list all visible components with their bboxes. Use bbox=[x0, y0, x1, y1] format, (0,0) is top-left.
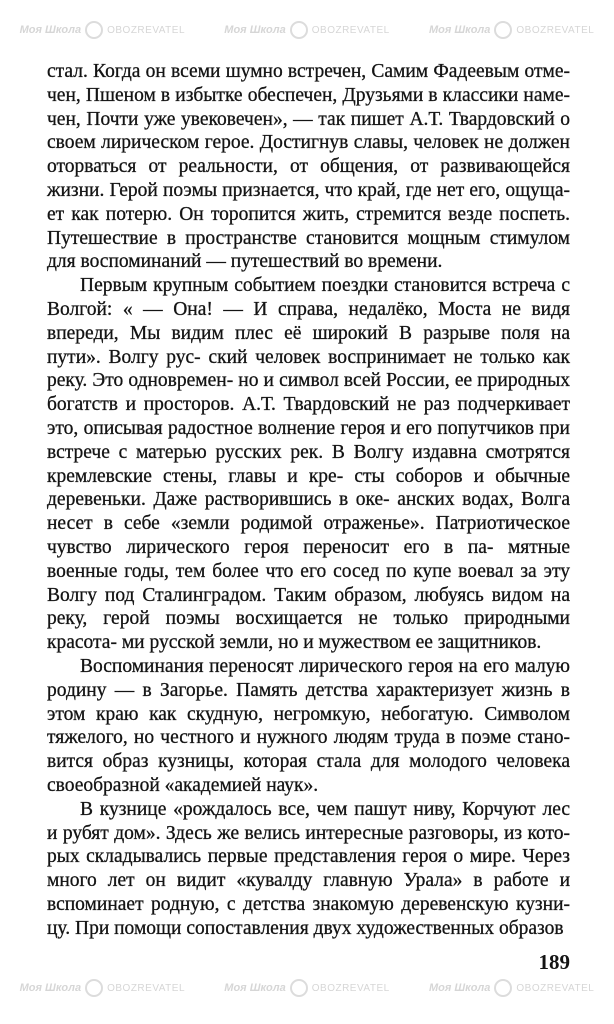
paragraph bbox=[47, 274, 570, 655]
paragraph bbox=[47, 60, 570, 274]
watermark bbox=[224, 21, 389, 39]
text-line: для воспоминаний — путешествий во времени. bbox=[47, 251, 443, 273]
text-line: своеобразной «академией наук». bbox=[47, 774, 319, 796]
watermark bbox=[429, 979, 594, 997]
watermark-brand: OBOZREVATEL bbox=[107, 983, 186, 995]
text-line: оторваться от реальности, от общения, от развивающейся bbox=[47, 156, 570, 178]
watermark-brand: OBOZREVATEL bbox=[516, 24, 595, 36]
page-body-text bbox=[47, 60, 570, 940]
paragraph bbox=[47, 655, 570, 798]
text-line: В кузнице «рождалось все, чем пашут ниву, Корчуют лес и bbox=[47, 798, 570, 844]
text-line: сты соборов и обычные деревеньки. Даже растворившись в оке- bbox=[47, 465, 571, 511]
watermark-logo-icon bbox=[494, 21, 512, 39]
text-line: тяжелого, но честного и нужного людям труда в поэме стано- bbox=[47, 727, 570, 749]
text-line: чен, Пшеном в избытке обеспечен, Друзьями в классики наме- bbox=[47, 84, 570, 106]
text-line: вится образ кузницы, которая стала для молодого человека bbox=[47, 751, 570, 773]
text-line: Первым крупным событием поездки становится встреча с bbox=[80, 275, 570, 297]
text-line: ский человек воспринимает не только как реку. Это одновремен- bbox=[47, 346, 570, 392]
text-line: рых складывались первые представления героя о мире. Через bbox=[47, 846, 570, 868]
watermark-logo-icon bbox=[290, 979, 308, 997]
text-line: чен, Почти уже увековечен», — так пишет А.Т. Твардовский о bbox=[47, 108, 570, 130]
text-line: цу. При помощи сопоставления двух художественных образов bbox=[47, 917, 564, 939]
text-line: Мы видим плес её широкий В разрыве поля на пути». Волгу рус- bbox=[47, 322, 571, 368]
watermark-brand: Моя Школа bbox=[428, 23, 491, 36]
text-line: Волгой: « — Она! — И справа, недалёко, Моста не видя впереди, bbox=[47, 298, 570, 344]
paragraph bbox=[47, 798, 570, 941]
text-line: анских водах, Волга несет в себе «земли родимой отраженье». bbox=[47, 489, 571, 535]
watermark-logo-icon bbox=[494, 979, 512, 997]
text-line: много лет он видит «кувалду главную Урала» в работе и bbox=[47, 870, 570, 892]
watermark-band-top bbox=[0, 0, 614, 60]
text-line: вспоминает родную, с детства знакомую деревенскую кузни- bbox=[47, 893, 570, 915]
watermark bbox=[429, 21, 594, 39]
watermark-band-bottom bbox=[0, 975, 614, 1001]
text-line: волнение героя и его попутчиков при встрече с матерью русских bbox=[47, 417, 570, 463]
text-line: рубят дом». Здесь же велись интересные разговоры, из кото- bbox=[62, 822, 571, 844]
text-line: жизни. Герой поэмы признается, что край, где нет его, ощуща- bbox=[47, 179, 570, 201]
watermark-brand: Моя Школа bbox=[224, 982, 286, 995]
text-line: эту Волгу под Сталинградом. Таким образом, любуясь видом на bbox=[47, 560, 570, 606]
text-line: Патриотическое чувство лирического героя переносит его в па- bbox=[47, 513, 571, 558]
text-line: но и символ всей России, ее природных богатств и просторов. bbox=[47, 370, 570, 416]
watermark-brand: OBOZREVATEL bbox=[516, 983, 595, 995]
text-line: стал. Когда он всеми шумно встречен, Самим Фадеевым отме- bbox=[47, 61, 570, 82]
text-line: родину — в Загорье. Память детства характеризует жизнь в bbox=[47, 679, 570, 701]
watermark-logo-icon bbox=[85, 21, 103, 39]
watermark bbox=[20, 979, 185, 997]
page-number: 189 bbox=[538, 950, 570, 975]
text-line: ми русской земли, но и мужеством ее защитников. bbox=[121, 632, 542, 654]
watermark-brand: OBOZREVATEL bbox=[107, 24, 186, 36]
text-line: мятные военные годы, тем более что его сосед по купе воевал за bbox=[47, 536, 570, 582]
watermark bbox=[224, 979, 389, 997]
watermark-logo-icon bbox=[290, 21, 308, 39]
watermark-brand: Моя Школа bbox=[19, 982, 82, 995]
watermark-brand: Моя Школа bbox=[19, 23, 82, 36]
text-line: своем лирическом герое. Достигнув славы, человек не должен bbox=[47, 132, 570, 154]
text-line: реку, герой поэмы восхищается не только природными красота- bbox=[47, 608, 570, 654]
text-line: этом краю как скудную, негромкую, небогатую. Символом bbox=[47, 703, 570, 725]
text-line: Путешествие в пространстве становится мощным стимулом bbox=[47, 227, 570, 249]
watermark-logo-icon bbox=[85, 979, 103, 997]
text-line: Воспоминания переносят лирического героя на его малую bbox=[80, 655, 570, 677]
watermark-brand: OBOZREVATEL bbox=[311, 24, 390, 36]
watermark bbox=[20, 21, 185, 39]
text-line: А.Т. Твардовский не раз подчеркивает это, описывая радостное bbox=[47, 394, 571, 439]
text-line: рек. В Волгу издавна смотрятся кремлевские стены, главы и кре- bbox=[47, 441, 570, 487]
text-line: ет как потерю. Он торопится жить, стремится везде поспеть. bbox=[47, 203, 570, 225]
watermark-brand: Моя Школа bbox=[428, 982, 491, 995]
watermark-brand: OBOZREVATEL bbox=[311, 983, 390, 995]
watermark-brand: Моя Школа bbox=[224, 23, 286, 36]
